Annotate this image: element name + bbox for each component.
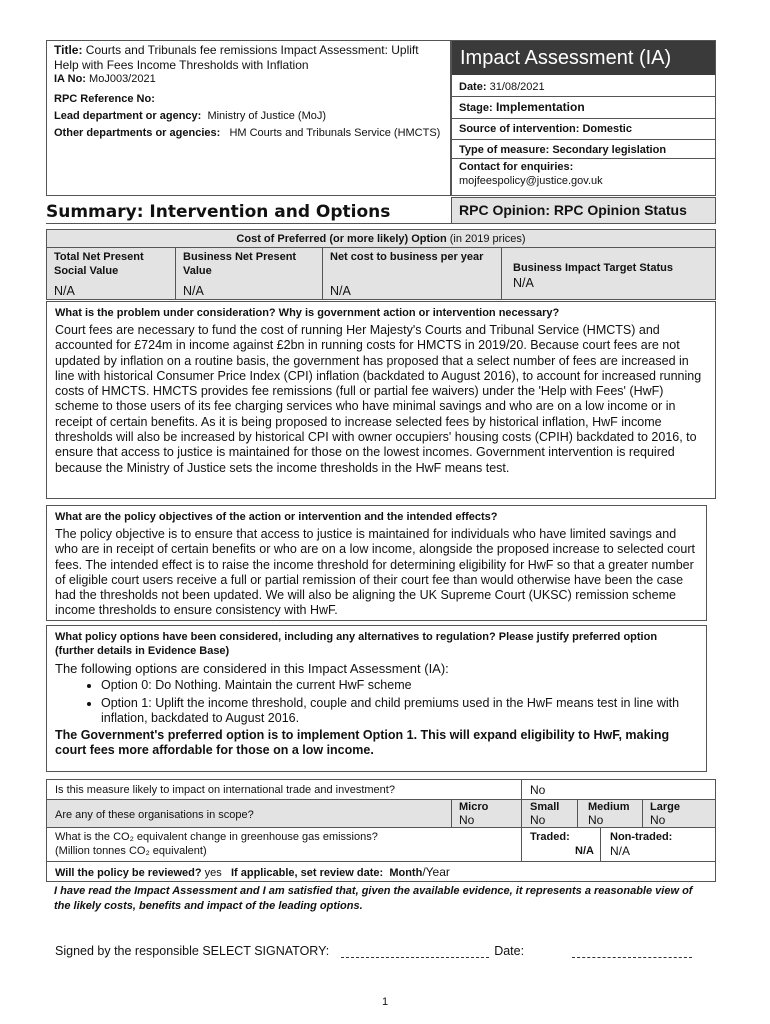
emissions-row: [46, 828, 716, 862]
date-field: Date: 31/08/2021: [459, 81, 545, 93]
trade-row: [46, 779, 716, 799]
page-number: 1: [381, 996, 389, 1008]
stage-field: Stage: Implementation: [459, 100, 585, 114]
ia-heading: Impact Assessment (IA): [460, 47, 672, 69]
objectives-section: [46, 505, 707, 621]
organisations-row: [46, 799, 716, 828]
date-value: 31/08/2021: [489, 81, 545, 93]
option-1-item: • Option 1: Uplift the income threshold, couple and child premiums used in the HwF means test in line with inflation, backdated to August 2016.: [101, 696, 698, 727]
org-large: Large No: [650, 801, 680, 827]
net-cost-cell: Net cost to business per year N/A: [330, 251, 484, 298]
lead-department-value: Ministry of Justice (MoJ): [207, 110, 327, 122]
non-traded-value: N/A: [610, 844, 631, 858]
contact-field: Contact for enquiries: mojfeespolicy@justice.gov.uk: [459, 161, 603, 187]
preferred-option-text: The Government's preferred option is to implement Option 1. This will expand eligibility to HwF, making court fees more affordable for those on a low income.: [55, 728, 670, 758]
rpc-reference-field: RPC Reference No:: [54, 93, 155, 105]
stage-value: Implementation: [495, 100, 585, 114]
emissions-question: What is the CO₂ equivalent change in greenhouse gas emissions? (Million tonnes CO₂ equivalent): [55, 831, 378, 857]
rpc-opinion-box: RPC Opinion: RPC Opinion Status: [451, 197, 716, 224]
problem-question: What is the problem under consideration? Why is government action or intervention necessary?: [55, 307, 560, 319]
options-list: [55, 678, 698, 726]
business-npv-cell: Business Net Present Value N/A: [183, 251, 297, 298]
org-large-value: No: [650, 813, 666, 827]
ia-number-value: MoJ003/2021: [89, 73, 156, 85]
signatory-label: Signed by the responsible SELECT SIGNATORY:: [55, 944, 330, 958]
org-medium: Medium No: [588, 801, 630, 827]
review-answer: yes: [204, 867, 222, 879]
header-meta-box: [451, 40, 716, 196]
summary-heading: Summary: Intervention and Options: [46, 200, 451, 224]
signatory-line: [55, 944, 735, 964]
review-date-label: If applicable, set review date:: [230, 867, 384, 879]
traded-cell: Traded: N/A: [530, 830, 600, 858]
org-micro-value: No: [459, 813, 475, 827]
header-info-box: [46, 40, 451, 196]
other-departments-field: Other departments or agencies: HM Courts and Tribunals Service (HMCTS): [54, 127, 441, 139]
org-small: Small No: [530, 801, 560, 827]
review-date-year[interactable]: /Year: [422, 865, 450, 879]
signoff-date-field[interactable]: [572, 944, 692, 958]
ia-heading-banner: [452, 41, 715, 75]
source-field: Source of intervention: Domestic: [459, 123, 632, 135]
objectives-question: What are the policy objectives of the action or intervention and the intended effects?: [55, 511, 498, 523]
signature-field[interactable]: [341, 944, 489, 958]
options-intro: The following options are considered in this Impact Assessment (IA):: [55, 661, 449, 676]
title-field: Title: Courts and Tribunals fee remissions Impact Assessment: Uplift Help with Fees Income Thresholds with Inflation: [54, 43, 419, 72]
option-0-item: • Option 0: Do Nothing. Maintain the current HwF scheme: [101, 678, 698, 693]
objectives-text: The policy objective is to ensure that access to justice is maintained for individuals who have limited savings and who are in receipt of certain benefits or who are on a low income, alongside the proposed increase to selected court fees. The intended effect is to raise the income threshold for determining eligibility for HwF so that a greater number of eligible court users receive a full or partial remission of their court fee than would otherwise have been the case had the thresholds not been updated. We will also be aligning the UK Supreme Court (UKSC) remission scheme income thresholds to ensure consistency with HwF.: [55, 527, 695, 618]
review-date-month[interactable]: Month: [389, 867, 423, 879]
org-small-value: No: [530, 813, 546, 827]
signoff-date-label: Date:: [494, 944, 525, 958]
contact-email[interactable]: mojfeespolicy@justice.gov.uk: [459, 175, 603, 187]
problem-text: Court fees are necessary to fund the cost of running Her Majesty's Courts and Tribunal Service (HMCTS) and accounted for £724m in income against £2bn in running costs for HMCTS in 2019/20. Because court fees are not updated by inflation on a routine basis, the government has proposed that a select number of fees are increased in line with historical Consumer Price Index (CPI) inflation (backdated to August 2016), to account for increased running costs of HMCTS. HMCTS provides fee remissions (full or partial fee waivers) under the 'Help with Fees' (HwF) scheme to those users of its fee charging services who have minimal savings and who are on a low income or in receipt of certain benefits. As it is being proposed to increase selected fees by historical inflation, HwF income thresholds will also be increased by historical CPI with owner occupiers' housing costs (CPIH) backdated to 2016, to ensure that access to justice is maintained for those on the lowest incomes. Government intervention is required because the Ministry of Justice sets the income thresholds in the HwF means test.: [55, 323, 702, 475]
measure-type-value: Secondary legislation: [552, 144, 667, 156]
business-npv-value: N/A: [183, 284, 204, 298]
trade-question: Is this measure likely to impact on international trade and investment?: [55, 784, 395, 796]
bit-status-value: N/A: [513, 276, 534, 290]
review-question: Will the policy be reviewed?: [55, 867, 202, 879]
trade-answer: No: [530, 783, 546, 797]
net-cost-value: N/A: [330, 284, 351, 298]
org-medium-value: No: [588, 813, 604, 827]
source-value: Domestic: [582, 123, 632, 135]
bit-status-cell: Business Impact Target Status N/A: [513, 262, 673, 290]
organisations-question: Are any of these organisations in scope?: [55, 809, 254, 821]
org-micro: Micro No: [459, 801, 489, 827]
title-value: Courts and Tribunals fee remissions Impact Assessment: Uplift Help with Fees Income Thresholds with Inflation: [54, 43, 419, 72]
cost-table: [46, 229, 716, 300]
ia-number-field: IA No: MoJ003/2021: [54, 73, 156, 85]
options-question: What policy options have been considered, including any alternatives to regulation? Please justify preferred option (further details in Evidence Base): [55, 631, 658, 657]
traded-value: N/A: [575, 845, 594, 857]
problem-section: [46, 301, 716, 499]
other-departments-value: HM Courts and Tribunals Service (HMCTS): [229, 127, 441, 139]
signoff-statement: I have read the Impact Assessment and I am satisfied that, given the available evidence, it represents a reasonable view of the likely costs, benefits and impact of the leading options.: [54, 885, 693, 912]
total-npsv-value: N/A: [54, 284, 75, 298]
total-npsv-cell: Total Net Present Social Value N/A: [54, 251, 144, 298]
options-section: [46, 625, 707, 772]
non-traded-cell: Non-traded: N/A: [610, 831, 673, 858]
cost-table-caption: Cost of Preferred (or more likely) Option (in 2019 prices): [236, 233, 526, 245]
measure-type-field: Type of measure: Secondary legislation: [459, 144, 667, 156]
review-row: [46, 862, 716, 882]
lead-department-field: Lead department or agency: Ministry of Justice (MoJ): [54, 110, 327, 122]
